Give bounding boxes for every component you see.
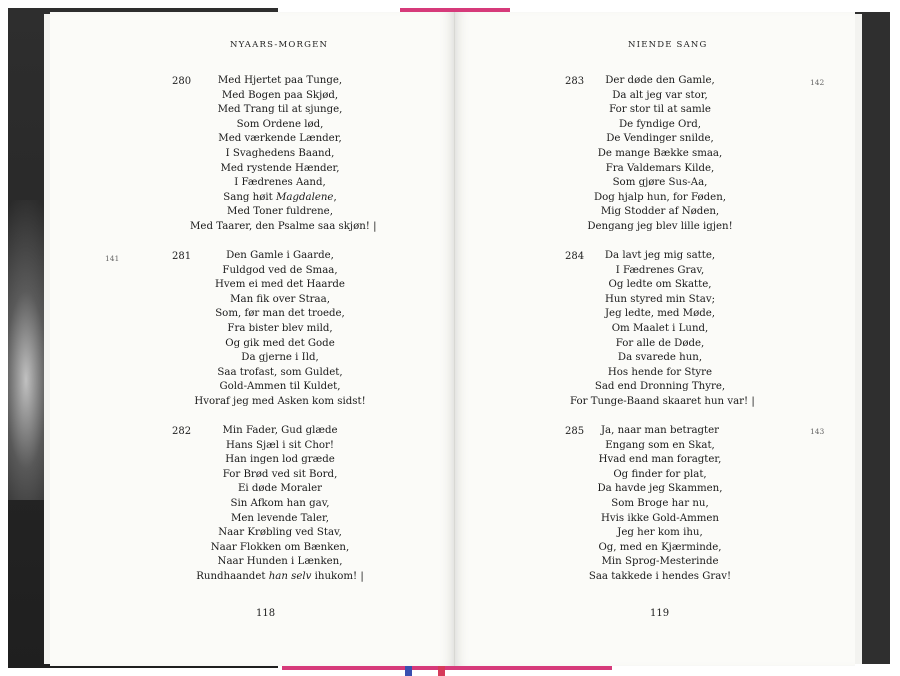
verse-line: For Brød ved sit Bord, <box>222 468 338 480</box>
verse-line: Dengang jeg blev lille igjen! <box>587 220 733 232</box>
verse-line: Jeg her kom ihu, <box>617 527 703 539</box>
verse-line: Da gjerne i Ild, <box>241 352 319 364</box>
folio-right: 119 <box>650 608 670 619</box>
verse-line: Med rystende Hænder, <box>220 162 340 174</box>
verse-line: Med Trang til at sjunge, <box>217 104 343 116</box>
verse-line: I Svaghedens Baand, <box>225 147 335 159</box>
verse-line: For Tunge-Baand skaaret hun var! | <box>570 395 755 407</box>
verse-line: Naar Krøbling ved Stav, <box>218 527 342 539</box>
verse-line: Som Broge har nu, <box>611 497 709 509</box>
verse-line: Den Gamle i Gaarde, <box>226 250 334 261</box>
verse-line: Hvad end man foragter, <box>598 454 722 466</box>
verse-number: 282 <box>172 426 192 437</box>
verse-line: Med Hjertet paa Tunge, <box>217 75 343 86</box>
verse-line: Min Fader, Gud glæde <box>222 425 338 436</box>
stanza-281 <box>190 249 370 410</box>
verse-line: Hos hende for Styre <box>607 366 713 378</box>
verse-line: Fra bister blev mild, <box>227 322 333 334</box>
verse-line: Om Maalet i Lund, <box>611 322 709 334</box>
verse-line: Som, før man det troede, <box>215 308 345 320</box>
running-head-left: NYAARS-MORGEN <box>230 40 329 50</box>
verse-line: De Vendinger snilde, <box>606 133 714 145</box>
verse-line: Men levende Taler, <box>230 512 330 524</box>
stanza-282 <box>190 424 370 585</box>
verse-line: Saa trofast, som Guldet, <box>217 366 343 378</box>
verse-line: Som Ordene lød, <box>236 118 324 130</box>
verse-number: 285 <box>565 426 585 437</box>
verse-line: Hvem ei med det Haarde <box>215 279 345 291</box>
verse-line: Der døde den Gamle, <box>605 75 715 86</box>
verse-line: Som gjøre Sus-Aa, <box>612 177 708 189</box>
verse-line: Sad end Dronning Thyre, <box>594 381 726 393</box>
verse-line: Og finder for plat, <box>613 468 707 480</box>
verse-line: Mig Stodder af Nøden, <box>600 206 720 218</box>
folio-left: 118 <box>256 608 276 619</box>
verse-line: Da havde jeg Skammen, <box>597 483 723 495</box>
margin-number: 142 <box>810 78 825 87</box>
running-head-right: NIENDE SANG <box>628 40 708 50</box>
verse-line: Med Taarer, den Psalme saa skjøn! | <box>190 220 377 232</box>
verse-line: Da svarede hun, <box>617 352 703 364</box>
verse-line: Man fik over Straa, <box>230 293 330 305</box>
verse-line: Fuldgod ved de Smaa, <box>222 264 338 276</box>
verse-line: Med Bogen paa Skjød, <box>221 89 339 101</box>
verse-number: 280 <box>172 76 192 87</box>
verse-line: Dog hjalp hun, for Føden, <box>593 191 727 203</box>
verse-line: Naar Flokken om Bænken, <box>210 541 350 553</box>
verse-line: Han ingen lod græde <box>225 454 335 466</box>
stanza-284 <box>570 249 755 410</box>
verse-line: Jeg ledte, med Møde, <box>604 308 716 320</box>
stanza-285 <box>570 424 750 585</box>
verse-number: 284 <box>565 251 585 262</box>
verse-line: Naar Hunden i Lænken, <box>217 556 343 568</box>
verse-line: Ei døde Moraler <box>237 483 323 495</box>
verse-line: Med værkende Lænder, <box>218 133 342 145</box>
verse-line: Hans Sjæl i sit Chor! <box>226 439 334 451</box>
verse-number: 283 <box>565 76 585 87</box>
verse-line: Saa takkede i hendes Grav! <box>588 570 732 582</box>
verse-line: I Fædrenes Aand, <box>234 177 326 189</box>
verse-line: For alle de Døde, <box>615 337 705 349</box>
verse-line: I Fædrenes Grav, <box>615 264 705 276</box>
verse-line: Med Toner fuldrene, <box>227 206 333 218</box>
verse-line: De fyndige Ord, <box>618 118 702 130</box>
verse-line: Rundhaandet han selv ihukom! | <box>196 570 364 582</box>
verse-line: Hvis ikke Gold-Ammen <box>601 512 719 524</box>
verse-line: Hun styred min Stav; <box>604 293 716 305</box>
verse-line: Sin Afkom han gav, <box>230 497 330 509</box>
verse-line: Ja, naar man betragter <box>600 425 720 436</box>
verse-number: 281 <box>172 251 192 262</box>
verse-line: For stor til at samle <box>609 104 711 116</box>
verse-line: Og ledte om Skatte, <box>608 279 712 291</box>
verse-line: Og, med en Kjærminde, <box>598 541 722 553</box>
verse-line: Min Sprog-Mesterinde <box>601 556 719 568</box>
verse-line: Sang høit Magdalene, <box>223 191 337 203</box>
margin-number: 143 <box>810 427 825 436</box>
verse-line: Da lavt jeg mig satte, <box>604 250 716 261</box>
stanza-283 <box>570 74 750 235</box>
verse-line: De mange Bække smaa, <box>597 147 723 159</box>
margin-number: 141 <box>105 254 120 263</box>
verse-line: Fra Valdemars Kilde, <box>605 162 715 174</box>
verse-line: Da alt jeg var stor, <box>612 89 708 101</box>
verse-line: Hvoraf jeg med Asken kom sidst! <box>194 395 366 407</box>
verse-line: Engang som en Skat, <box>605 439 715 451</box>
verse-line: Gold-Ammen til Kuldet, <box>219 381 341 393</box>
verse-line: Og gik med det Gode <box>225 337 335 349</box>
stanza-280 <box>190 74 377 235</box>
